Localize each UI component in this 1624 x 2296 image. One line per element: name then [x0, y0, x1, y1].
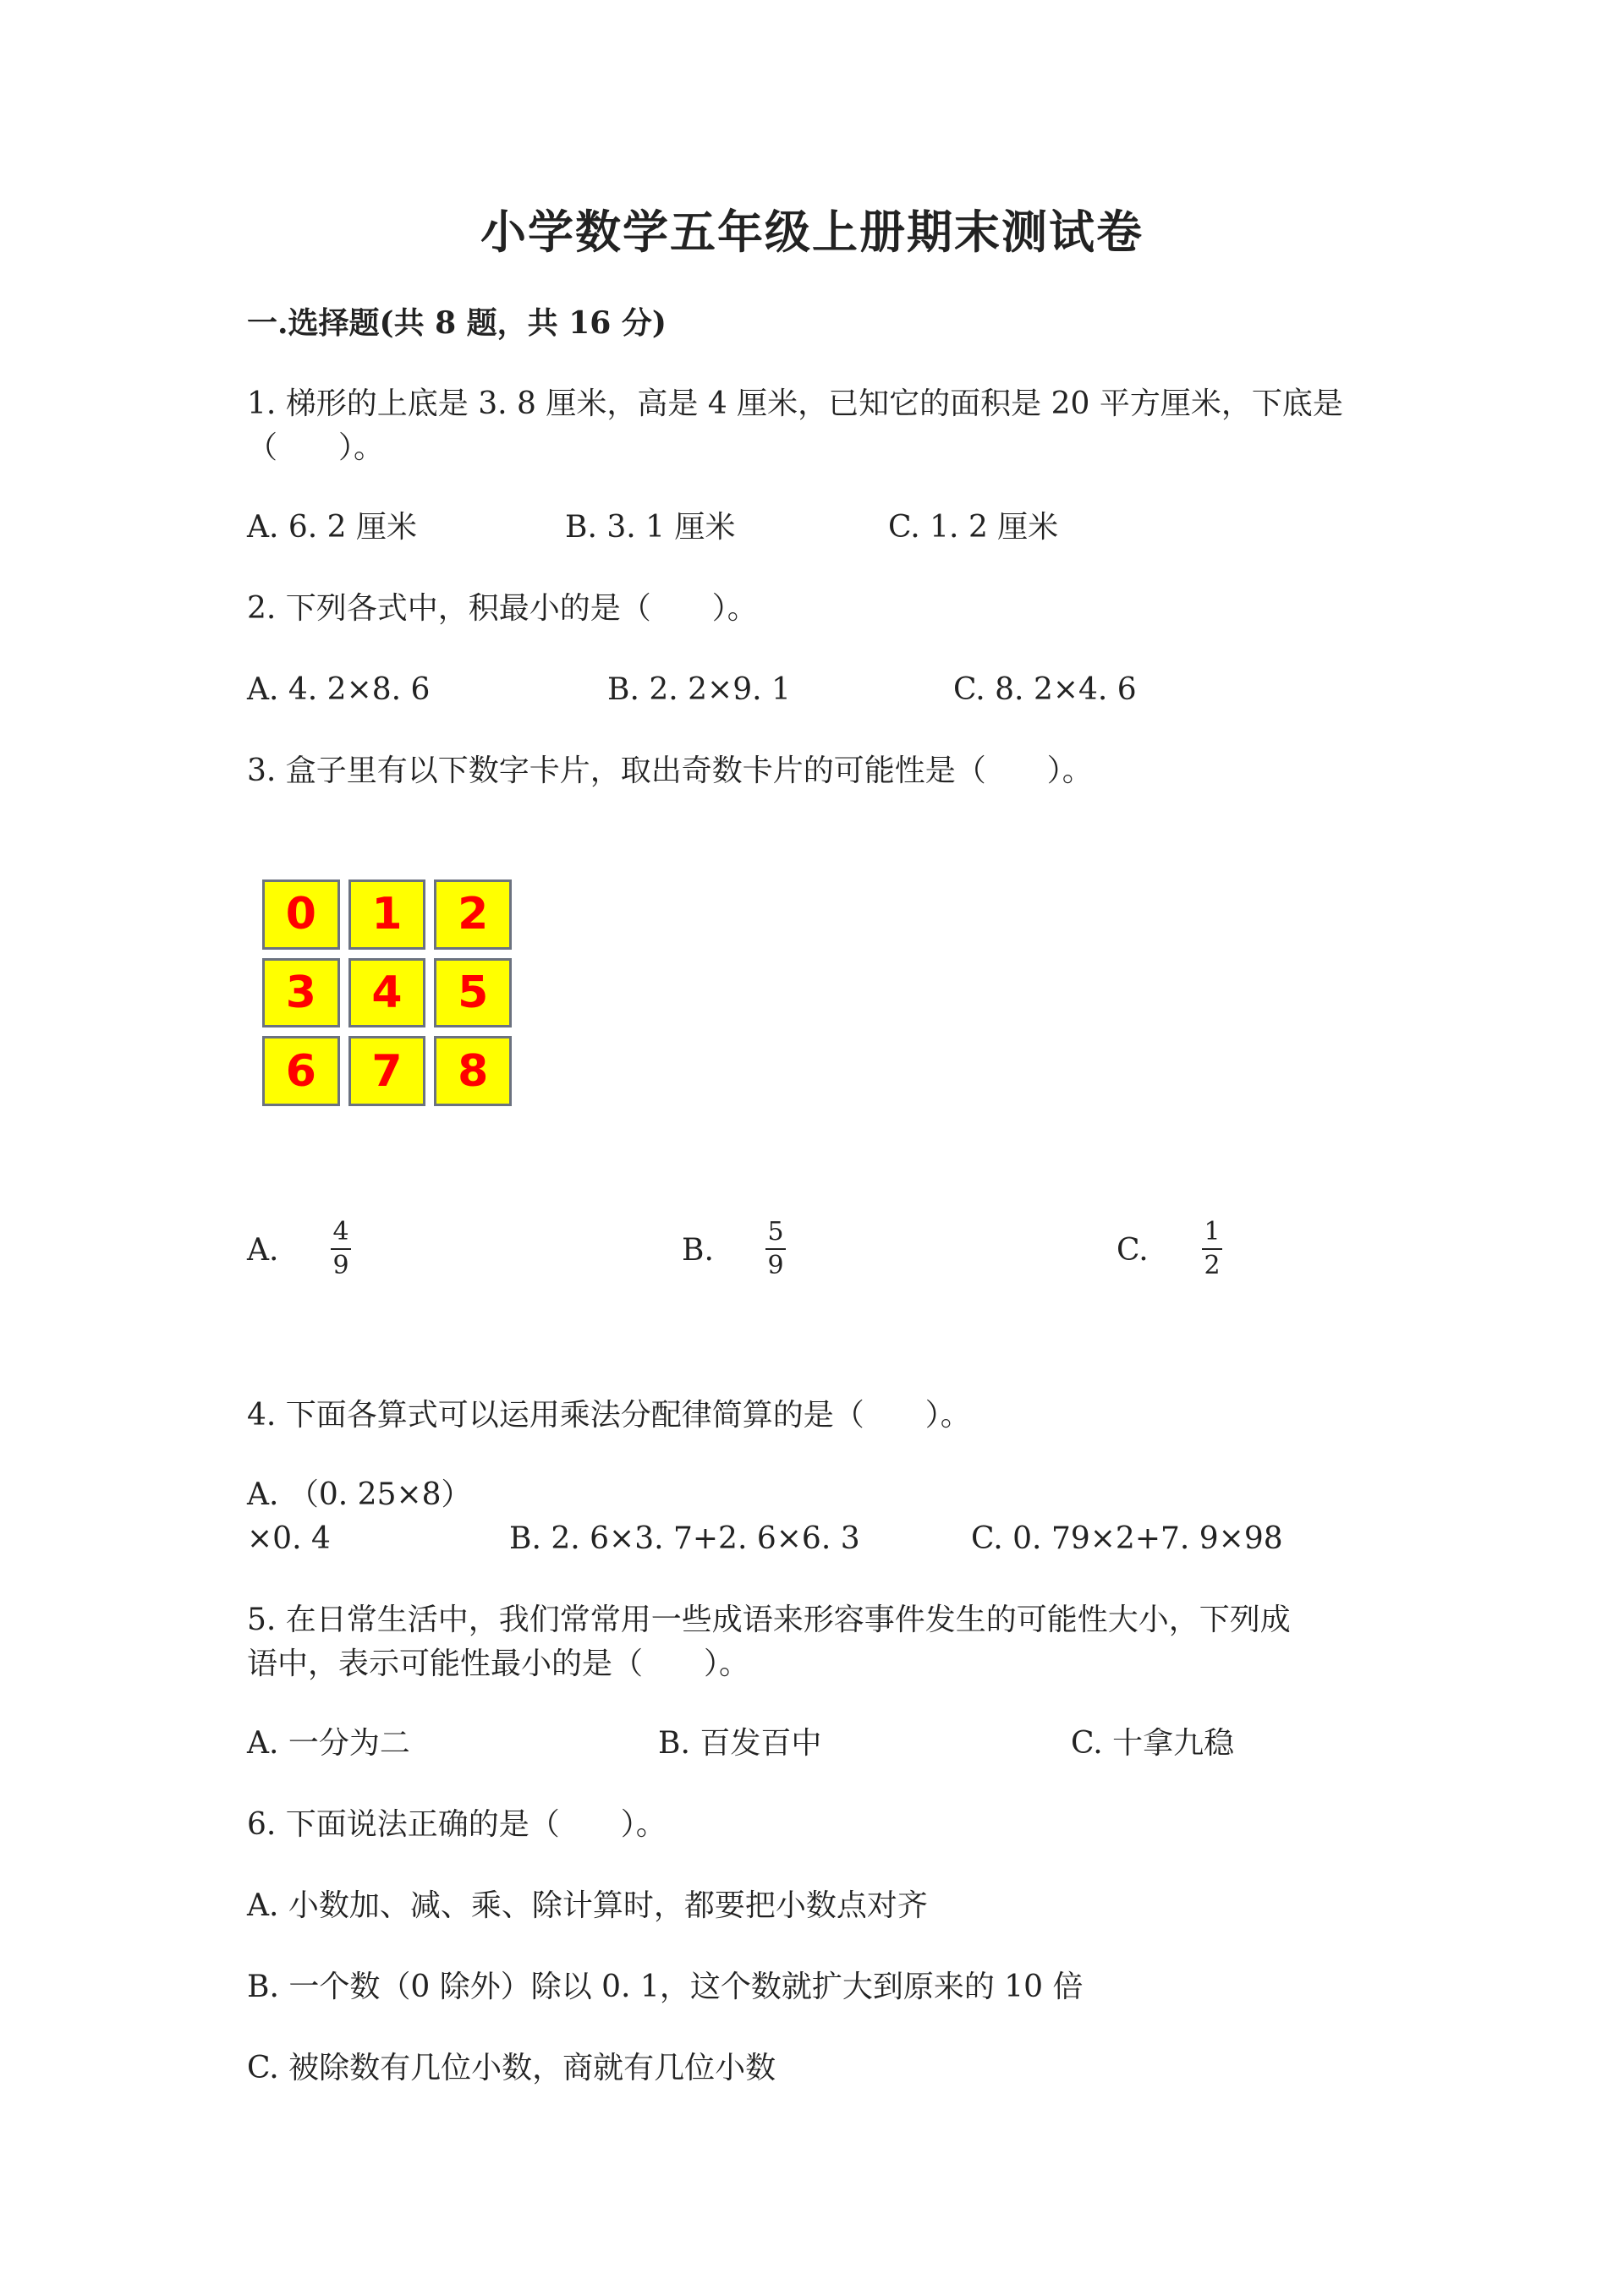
fraction-bar	[331, 1248, 351, 1250]
question-5-option-a: A. 一分为二	[247, 1726, 410, 1761]
question-5-option-b: B. 百发百中	[658, 1726, 822, 1761]
question-1-option-c: C. 1. 2 厘米	[888, 510, 1059, 545]
number-card: 2	[434, 879, 512, 950]
question-4-option-c: C. 0. 79×2+7. 9×98	[971, 1521, 1283, 1556]
question-6-option-b: B. 一个数（0 除外）除以 0. 1，这个数就扩大到原来的 10 倍	[247, 1970, 1084, 2004]
question-6-stem: 6. 下面说法正确的是（ ）。	[247, 1807, 667, 1842]
question-6-option-a: A. 小数加、减、乘、除计算时，都要把小数点对齐	[247, 1888, 928, 1923]
question-4-stem: 4. 下面各算式可以运用乘法分配律简算的是（ ）。	[247, 1398, 971, 1433]
question-1-stem-line1: 1. 梯形的上底是 3. 8 厘米，高是 4 厘米，已知它的面积是 20 平方厘米，下底是	[247, 386, 1343, 421]
question-5-stem-line2: 语中，表示可能性最小的是（ ）。	[247, 1647, 750, 1681]
question-1-stem-line2: （ ）。	[247, 430, 385, 465]
question-3-option-c-fraction	[1199, 1218, 1225, 1280]
fraction-denominator: 2	[1204, 1251, 1221, 1280]
question-1-option-b: B. 3. 1 厘米	[565, 510, 736, 545]
number-card: 8	[434, 1036, 512, 1106]
question-1-option-a: A. 6. 2 厘米	[247, 510, 418, 545]
question-3-option-a-fraction	[328, 1218, 354, 1280]
number-card: 0	[262, 879, 340, 950]
fraction-bar	[1202, 1248, 1222, 1250]
fraction-denominator: 9	[767, 1251, 784, 1280]
number-card: 5	[434, 958, 512, 1028]
number-card: 1	[348, 879, 426, 950]
question-3-option-a-label: A.	[247, 1233, 279, 1268]
section-heading: 一.选择题(共 8 题，共 16 分)	[247, 305, 667, 341]
question-3-option-b-label: B.	[682, 1233, 714, 1268]
number-card: 3	[262, 958, 340, 1028]
question-2-option-c: C. 8. 2×4. 6	[953, 672, 1137, 707]
question-3-stem: 3. 盒子里有以下数字卡片，取出奇数卡片的可能性是（ ）。	[247, 753, 1093, 788]
fraction-numerator: 5	[767, 1217, 784, 1247]
fraction-bar	[765, 1248, 786, 1250]
number-card: 7	[348, 1036, 426, 1106]
number-card: 6	[262, 1036, 340, 1106]
fraction-numerator: 4	[332, 1217, 349, 1247]
page-title: 小学数学五年级上册期末测试卷	[480, 205, 1144, 259]
question-5-stem-line1: 5. 在日常生活中，我们常常用一些成语来形容事件发生的可能性大小，下列成	[247, 1603, 1291, 1637]
question-6-option-c: C. 被除数有几位小数，商就有几位小数	[247, 2051, 776, 2085]
question-2-option-a: A. 4. 2×8. 6	[247, 672, 431, 707]
question-3-option-c-label: C.	[1116, 1233, 1149, 1268]
question-2-option-b: B. 2. 2×9. 1	[607, 672, 791, 707]
question-3-option-b-fraction	[763, 1218, 788, 1280]
fraction-denominator: 9	[332, 1251, 349, 1280]
question-4-option-a-line2: ×0. 4	[247, 1521, 331, 1556]
number-card: 4	[348, 958, 426, 1028]
question-5-option-c: C. 十拿九稳	[1071, 1726, 1235, 1761]
fraction-numerator: 1	[1204, 1217, 1221, 1247]
question-2-stem: 2. 下列各式中，积最小的是（ ）。	[247, 591, 758, 626]
question-4-option-b: B. 2. 6×3. 7+2. 6×6. 3	[509, 1521, 860, 1556]
number-cards-grid	[262, 879, 512, 1106]
question-4-option-a-line1: A. （0. 25×8）	[247, 1477, 472, 1512]
